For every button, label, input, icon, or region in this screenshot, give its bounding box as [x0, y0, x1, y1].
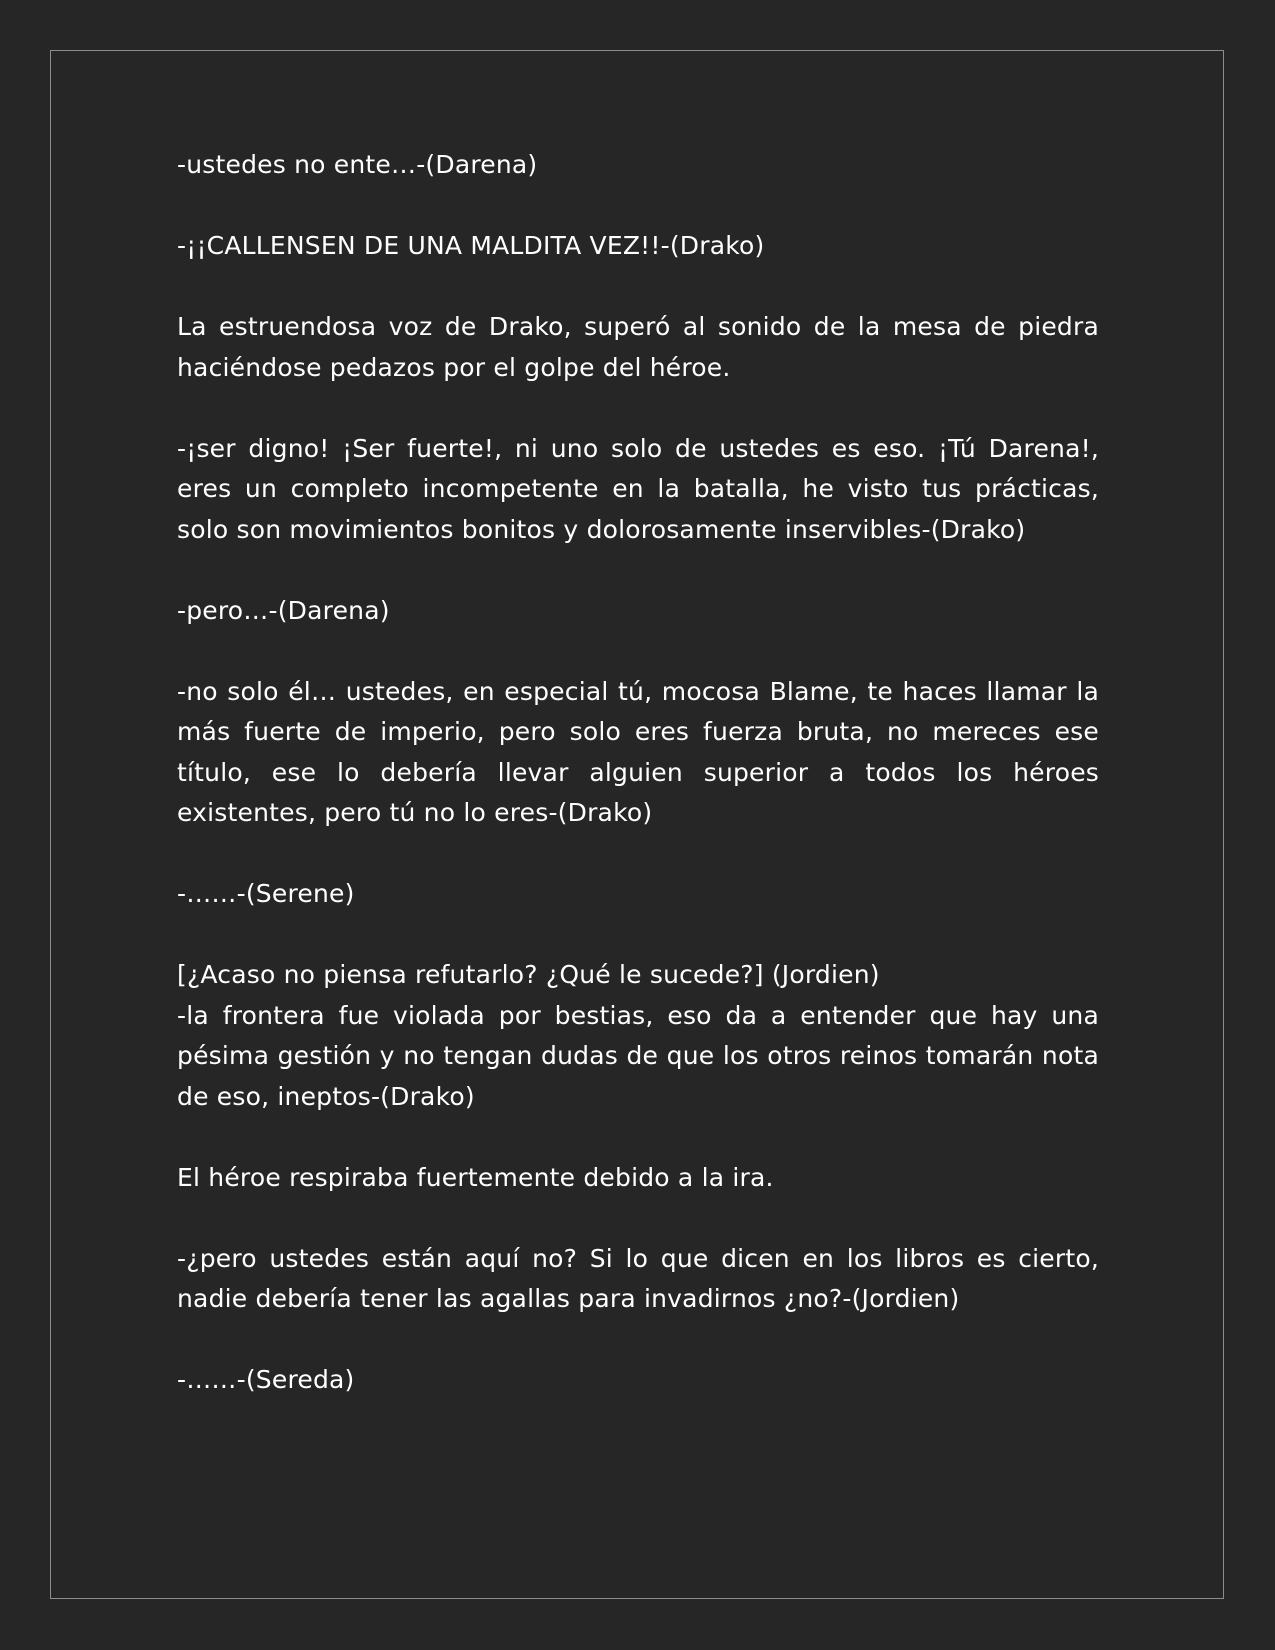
document-body — [177, 145, 1099, 1441]
paragraph-11: -¿pero ustedes están aquí no? Si lo que dicen en los libros es cierto, nadie debería tener las agallas para invadirnos ¿no?-(Jordien) — [177, 1243, 1099, 1313]
paragraph-1: -ustedes no ente…-(Darena) — [177, 150, 538, 179]
paragraph-8: [¿Acaso no piensa refutarlo? ¿Qué le sucede?] (Jordien) — [177, 960, 880, 989]
paragraph-6: -no solo él… ustedes, en especial tú, mocosa Blame, te haces llamar la más fuerte de imperio, pero solo eres fuerza bruta, no mereces ese título, ese lo debería llevar alguien superior a todos los héroes existentes, pero tú no lo eres-(Drako) — [177, 676, 1099, 827]
paragraph-5: -pero…-(Darena) — [177, 595, 390, 625]
paragraph-7: -……-(Serene) — [177, 879, 355, 908]
paragraph-10: El héroe respiraba fuertemente debido a la ira. — [177, 1162, 774, 1192]
paragraph-12: -……-(Sereda) — [177, 1365, 355, 1394]
paragraph-9: -la frontera fue violada por bestias, eso da a entender que hay una pésima gestión y no tengan dudas de que los otros reinos tomarán nota de eso, ineptos-(Drako) — [177, 1000, 1099, 1111]
paragraph-2: -¡¡CALLENSEN DE UNA MALDITA VEZ!!-(Drako) — [177, 231, 765, 260]
paragraph-3: La estruendosa voz de Drako, superó al sonido de la mesa de piedra haciéndose pedazos por el golpe del héroe. — [177, 312, 1099, 382]
paragraph-4: -¡ser digno! ¡Ser fuerte!, ni uno solo de ustedes es eso. ¡Tú Darena!, eres un completo incompetente en la batalla, he visto tus prácticas, solo son movimientos bonitos y dolorosamente inservibles-(Drako) — [177, 433, 1099, 544]
